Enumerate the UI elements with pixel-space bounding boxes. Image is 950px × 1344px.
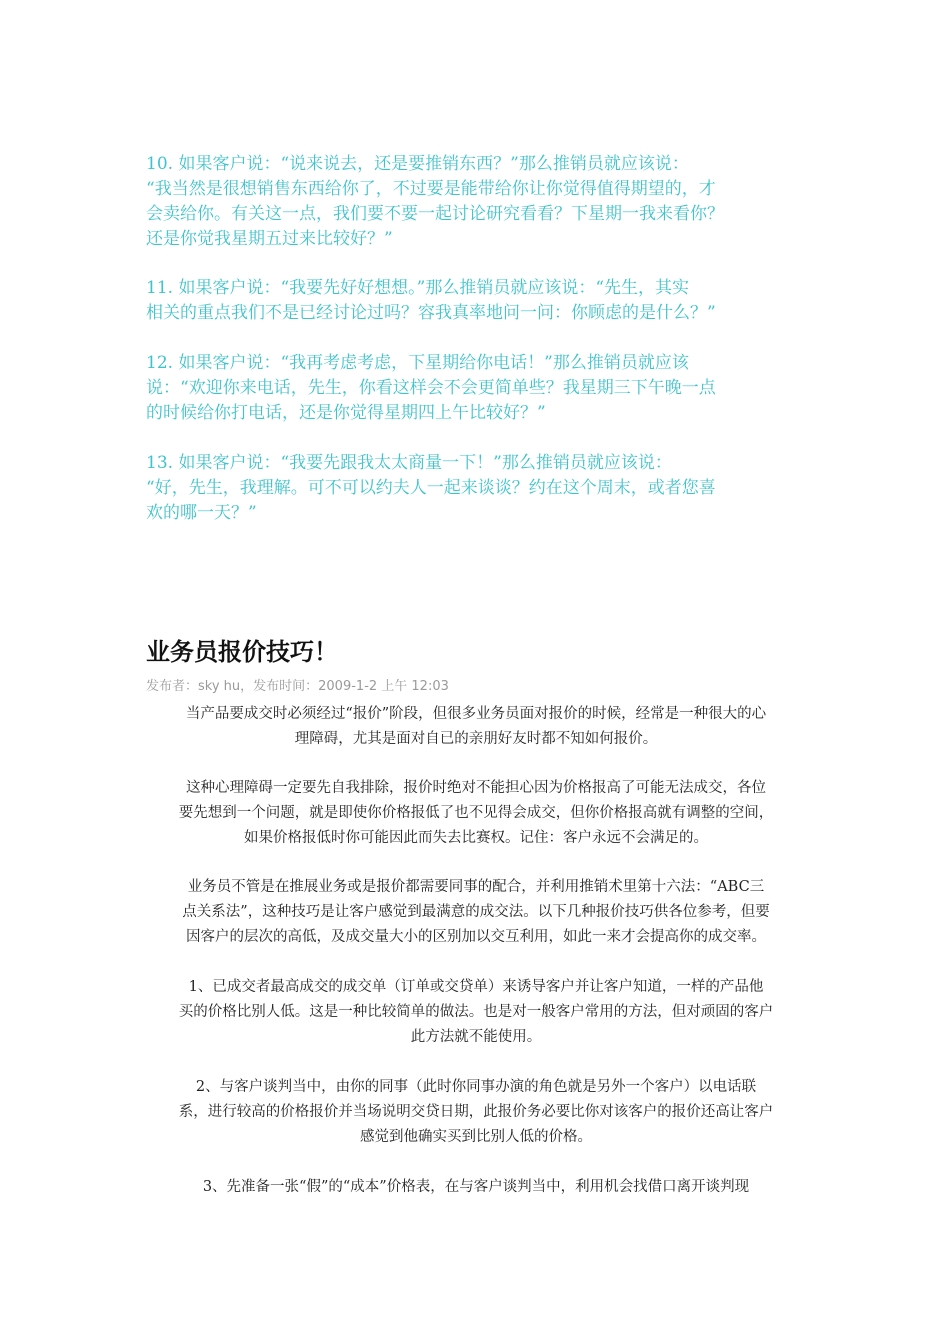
- article-paragraph-1: 当产品要成交时必须经过“报价”阶段，但很多业务员面对报价的时候，经常是一种很大的心 理障碍，尤其是面对自已的亲朋好友时都不知如何报价。: [185, 706, 767, 747]
- qa-item-11: 11. 如果客户说：“我要先好好想想。”那么推销员就应该说：“先生，其实 相关的重点我们不是已经讨论过吗？容我真率地问一问：你顾虑的是什么？”: [146, 278, 716, 323]
- article-paragraph-3: 业务员不管是在推展业务或是报价都需要同事的配合，并利用推销术里第十六法：“ABC三 点关系法”，这种技巧是让客户感觉到最满意的成交法。以下几种报价技巧供各位参考，但要 因客户的层次的高低，及成交量大小的区别加以交互利用，如此一来才会提高你的成交率。: [182, 879, 770, 945]
- article-paragraph-2: 这种心理障碍一定要先自我排除，报价时绝对不能担心因为价格报高了可能无法成交，各位 要先想到一个问题，就是即使你价格报低了也不见得会成交，但你价格报高就有调整的空间， 如果价格报低时你可能因此而失去比赛权。记住：客户永远不会满足的。: [178, 780, 774, 846]
- qa-item-13: 13. 如果客户说：“我要先跟我太太商量一下！”那么推销员就应该说： “好，先生，我理解。可不可以约夫人一起来谈谈？约在这个周末，或者您喜 欢的哪一天？”: [146, 453, 716, 523]
- qa-item-12: 12. 如果客户说：“我再考虑考虑，下星期给你电话！”那么推销员就应该 说：“欢迎你来电话，先生，你看这样会不会更简单些？我星期三下午晚一点 的时候给你打电话，还是你觉得星期四上午比较好？”: [146, 353, 716, 423]
- article-meta: 发布者：sky hu，发布时间：2009-1-2 上午 12:03: [146, 679, 449, 694]
- qa-item-10: 10. 如果客户说：“说来说去，还是要推销东西？”那么推销员就应该说： “我当然是很想销售东西给你了，不过要是能带给你让你觉得值得期望的，才 会卖给你。有关这一点，我们要不要一起讨论研究看看？下星期一我来看你？ 还是你觉我星期五过来比较好？”: [146, 154, 724, 249]
- article-paragraph-4: 1、已成交者最高成交的成交单（订单或交贷单）来诱导客户并让客户知道，一样的产品他 买的价格比别人低。这是一种比较简单的做法。也是对一般客户常用的方法，但对顽固的客户 此方法就不能使用。: [178, 979, 774, 1045]
- article-paragraph-6: 3、先准备一张“假”的“成本”价格表，在与客户谈判当中，利用机会找借口离开谈判现: [202, 1179, 750, 1195]
- article-paragraph-5: 2、与客户谈判当中，由你的同事（此时你同事办演的角色就是另外一个客户）以电话联 系，进行较高的价格报价并当场说明交贷日期，此报价务必要比你对该客户的报价还高让客户 感觉到他确实买到比别人低的价格。: [178, 1079, 774, 1145]
- article-title: 业务员报价技巧！: [146, 638, 338, 666]
